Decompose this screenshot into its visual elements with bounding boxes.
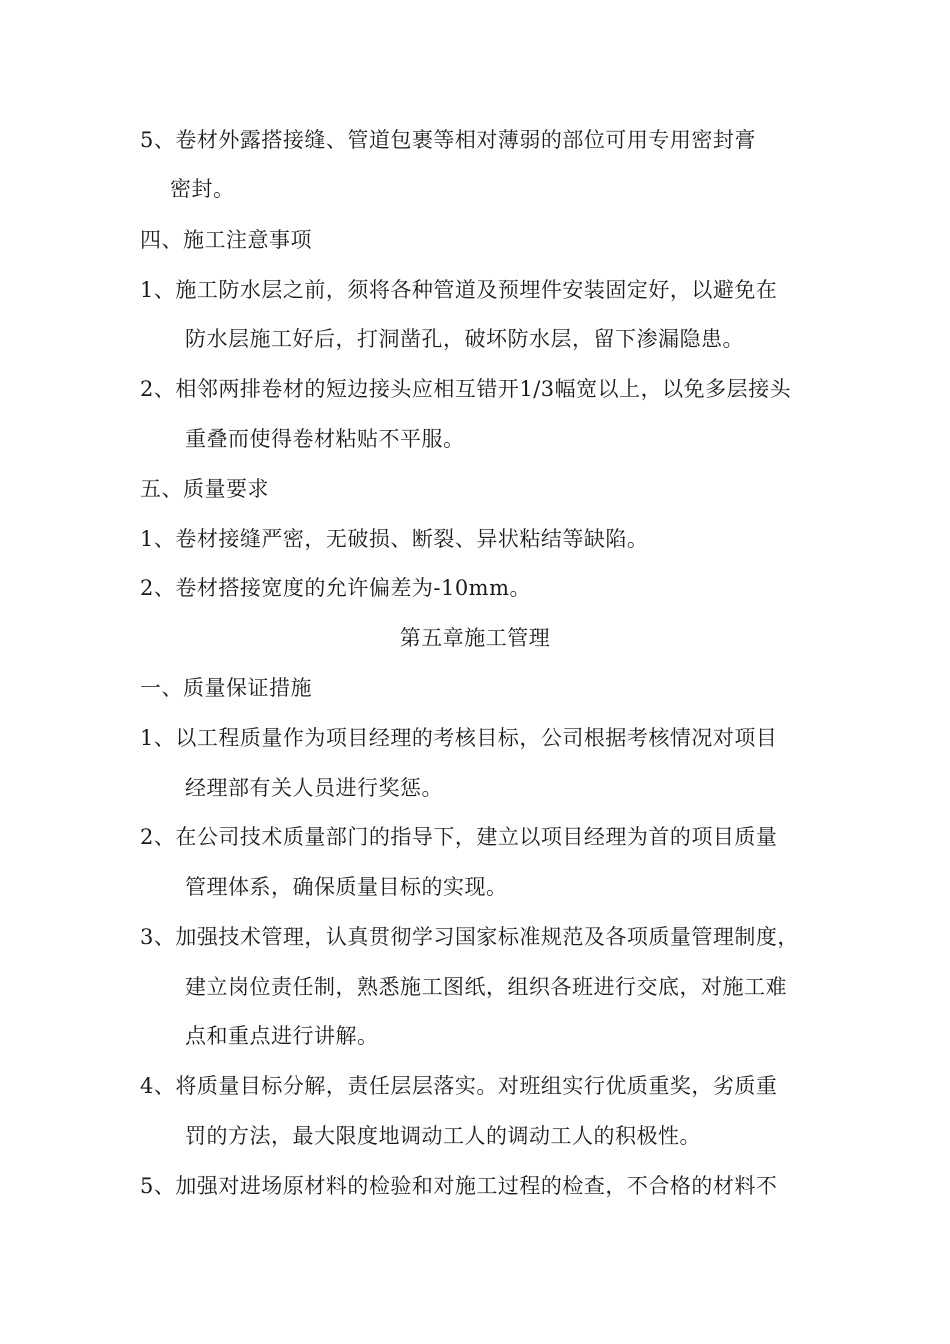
section-heading: 一、质量保证措施 [140,676,312,700]
paragraph-line: 1、以工程质量作为项目经理的考核目标，公司根据考核情况对项目 [140,726,778,750]
paragraph-line: 3、加强技术管理，认真贯彻学习国家标准规范及各项质量管理制度， [140,925,799,949]
paragraph-line: 5、加强对进场原材料的检验和对施工过程的检查，不合格的材料不 [140,1174,778,1198]
paragraph-line: 2、相邻两排卷材的短边接头应相互错开1/3幅宽以上，以免多层接头 [140,377,792,401]
paragraph-line: 密封。 [170,177,235,201]
paragraph-line: 防水层施工好后，打洞凿孔，破坏防水层，留下渗漏隐患。 [185,327,744,351]
paragraph-line: 管理体系，确保质量目标的实现。 [185,875,508,899]
paragraph-line: 5、卷材外露搭接缝、管道包裹等相对薄弱的部位可用专用密封膏 [140,128,756,152]
paragraph-line: 4、将质量目标分解，责任层层落实。对班组实行优质重奖，劣质重 [140,1074,778,1098]
paragraph-line: 1、卷材接缝严密，无破损、断裂、异状粘结等缺陷。 [140,527,649,551]
paragraph-line: 1、施工防水层之前，须将各种管道及预埋件安装固定好，以避免在 [140,278,778,302]
paragraph-line: 重叠而使得卷材粘贴不平服。 [185,427,465,451]
paragraph-line: 2、在公司技术质量部门的指导下，建立以项目经理为首的项目质量 [140,825,778,849]
paragraph-line: 罚的方法，最大限度地调动工人的调动工人的积极性。 [185,1124,701,1148]
chapter-title: 第五章施工管理 [399,626,551,650]
paragraph-line: 经理部有关人员进行奖惩。 [185,776,443,800]
section-heading: 五、质量要求 [140,477,269,501]
paragraph-line: 点和重点进行讲解。 [185,1024,379,1048]
section-heading: 四、施工注意事项 [140,228,312,252]
paragraph-line: 2、卷材搭接宽度的允许偏差为-10mm。 [140,576,532,600]
paragraph-line: 建立岗位责任制，熟悉施工图纸，组织各班进行交底，对施工难 [185,975,787,999]
